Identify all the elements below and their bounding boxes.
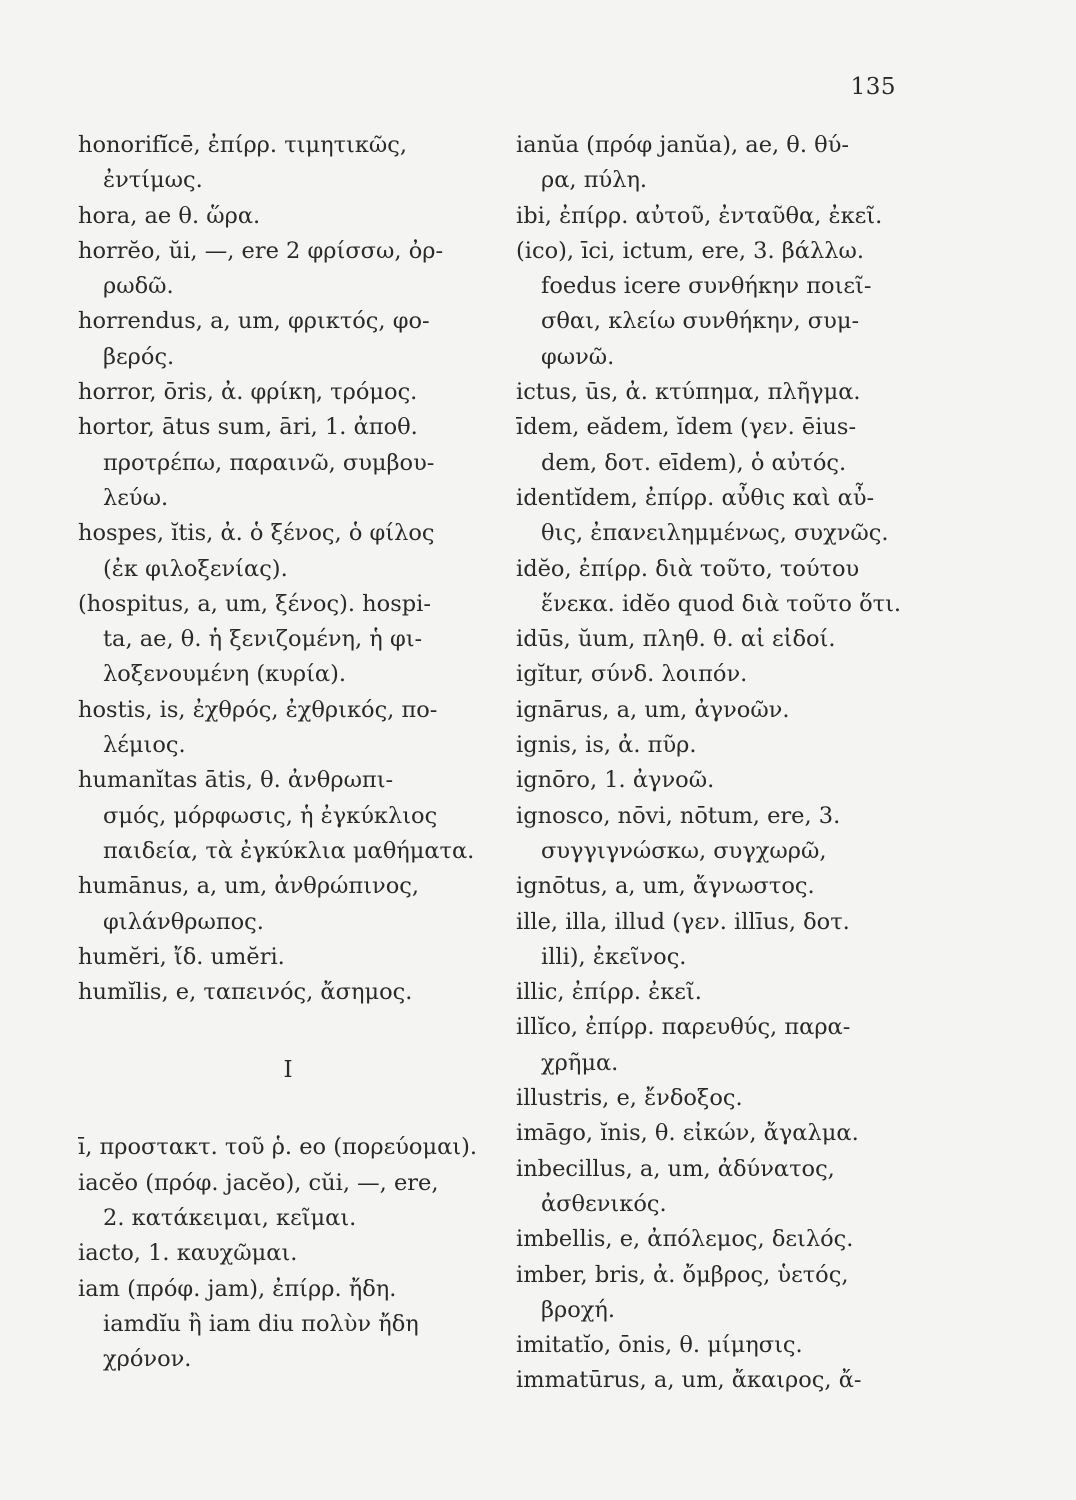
entry-line: ianŭa (πρόφ janŭa), ae, θ. θύ- — [516, 132, 849, 158]
entry-line: παιδεία, τὰ ἐγκύκλια μαθήματα. — [103, 837, 475, 864]
entry-line: ρωδῶ. — [103, 273, 174, 300]
entry-line: hortor, ātus sum, āri, 1. ἀποθ. — [78, 414, 418, 441]
entry-line: foedus icere συνθήκην ποιεῖ- — [541, 273, 872, 300]
section-heading-letter: I — [283, 1057, 293, 1084]
page-number: 135 — [850, 74, 896, 100]
entry-line: imbellis, e, ἀπόλεμος, δειλός. — [516, 1226, 854, 1253]
entry-line: iacĕo (πρόφ. jacĕo), cŭi, —, ere, — [78, 1169, 439, 1196]
entry-line: ignōtus, a, um, ἄγνωστος. — [516, 873, 815, 900]
entry-line: īdem, eădem, ĭdem (γεν. ēius- — [516, 414, 857, 441]
entry-line: 2. κατάκειμαι, κεῖμαι. — [103, 1205, 357, 1232]
entry-line: βερός. — [103, 343, 175, 370]
entry-line: idĕo, ἐπίρρ. διὰ τοῦτο, τούτου — [516, 555, 860, 582]
right-column — [516, 128, 914, 1399]
entry-line: inbecillus, a, um, ἀδύνατος, — [516, 1155, 835, 1182]
entry-line: ignosco, nōvi, nōtum, ere, 3. — [516, 802, 841, 829]
entry-line: (hospitus, a, um, ξένος). hospi- — [78, 590, 431, 617]
entry-line: humānus, a, um, ἀνθρώπινος, — [78, 873, 419, 900]
entry-line: ρα, πύλη. — [541, 167, 648, 194]
entry-line: (ἐκ φιλοξενίας). — [103, 555, 288, 582]
entry-line: φωνῶ. — [541, 343, 615, 370]
entry-line: immatūrus, a, um, ἄκαιρος, ἄ- — [516, 1367, 862, 1394]
entry-line: χρόνον. — [103, 1346, 192, 1373]
entry-line: λοξενουμένη (κυρία). — [103, 661, 347, 688]
entry-line: illustris, e, ἔνδοξος. — [516, 1085, 743, 1112]
entry-line: χρῆμα. — [541, 1049, 619, 1076]
entry-line: ignis, is, ἀ. πῦρ. — [516, 732, 697, 759]
left-entries-after-heading — [78, 1130, 478, 1377]
entry-line: (ico), īci, ictum, ere, 3. βάλλω. — [516, 237, 865, 264]
entry-line: συγγιγνώσκω, συγχωρῶ, — [541, 837, 827, 864]
entry-line: λεύω. — [103, 484, 169, 511]
entry-line: iam (πρόφ. jam), ἐπίρρ. ἤδη. — [78, 1275, 397, 1302]
entry-line: ἕνεκα. idĕo quod διὰ τοῦτο ὅτι. — [541, 590, 902, 617]
entry-line: imitatĭo, ōnis, θ. μίμησις. — [516, 1332, 803, 1359]
entry-line: ἐντίμως. — [103, 167, 203, 194]
entry-line: ī, προστακτ. τοῦ ῥ. eo (πορεύομαι). — [78, 1134, 478, 1161]
entry-line: ἀσθενικός. — [541, 1190, 667, 1217]
right-entries — [516, 128, 914, 1399]
entry-line: ictus, ūs, ἀ. κτύπημα, πλῆγμα. — [516, 379, 861, 406]
entry-line: dem, δοτ. eīdem), ὁ αὐτός. — [541, 449, 847, 476]
entry-line: σμός, μόρφωσις, ἡ ἐγκύκλιος — [103, 802, 438, 829]
entry-line: horrendus, a, um, φρικτός, φο- — [78, 308, 430, 335]
entry-line: hora, ae θ. ὥρα. — [78, 202, 261, 229]
entry-line: horrĕo, ŭi, —, ere 2 φρίσσω, ὀρ- — [78, 237, 444, 264]
entry-line: σθαι, κλείω συνθήκην, συμ- — [541, 308, 860, 335]
left-entries-before-heading — [78, 128, 478, 1010]
entry-line: horror, ōris, ἀ. φρίκη, τρόμος. — [78, 379, 418, 406]
entry-line: ta, ae, θ. ἡ ξενιζομένη, ἡ φι- — [103, 626, 423, 653]
entry-line: illi), ἐκεῖνος. — [541, 943, 687, 970]
entry-line: illic, ἐπίρρ. ἐκεῖ. — [516, 979, 702, 1006]
entry-line: idūs, ŭum, πληθ. θ. αἱ εἰδοί. — [516, 626, 836, 653]
entry-line: humanĭtas ātis, θ. ἀνθρωπι- — [78, 767, 394, 794]
entry-line: humĕri, ἴδ. umĕri. — [78, 943, 285, 970]
entry-line: iamdĭu ἢ iam diu πολὺν ἤδη — [103, 1310, 419, 1337]
entry-line: φιλάνθρωπος. — [103, 908, 264, 935]
entry-line: ibi, ἐπίρρ. αὐτοῦ, ἐνταῦθα, ἐκεῖ. — [516, 202, 883, 229]
entry-line: hospes, ĭtis, ἀ. ὁ ξένος, ὁ φίλος — [78, 520, 435, 547]
entry-line: honorifĭcē, ἐπίρρ. τιμητικῶς, — [78, 132, 408, 158]
entry-line: βροχή. — [541, 1296, 616, 1323]
entry-line: igĭtur, σύνδ. λοιπόν. — [516, 661, 748, 688]
entry-line: illĭco, ἐπίρρ. παρευθύς, παρα- — [516, 1014, 851, 1041]
entry-line: hostis, is, ἐχθρός, ἐχθρικός, πο- — [78, 696, 438, 723]
entry-line: imāgo, ĭnis, θ. εἰκών, ἄγαλμα. — [516, 1120, 859, 1147]
left-column — [78, 128, 478, 1378]
entry-line: θις, ἐπανειλημμένως, συχνῶς. — [541, 520, 889, 547]
entry-line: humĭlis, e, ταπεινός, ἄσημος. — [78, 979, 413, 1006]
entry-line: imber, bris, ἀ. ὄμβρος, ὑετός, — [516, 1261, 849, 1288]
entry-line: ignārus, a, um, ἀγνοῶν. — [516, 696, 790, 723]
entry-line: λέμιος. — [103, 732, 186, 759]
entry-line: iacto, 1. καυχῶμαι. — [78, 1240, 298, 1267]
entry-line: ignōro, 1. ἀγνοῶ. — [516, 767, 715, 794]
entry-line: προτρέπω, παραινῶ, συμβου- — [103, 449, 435, 476]
entry-line: ille, illa, illud (γεν. illīus, δοτ. — [516, 908, 850, 935]
entry-line: identĭdem, ἐπίρρ. αὖθις καὶ αὖ- — [516, 484, 875, 511]
